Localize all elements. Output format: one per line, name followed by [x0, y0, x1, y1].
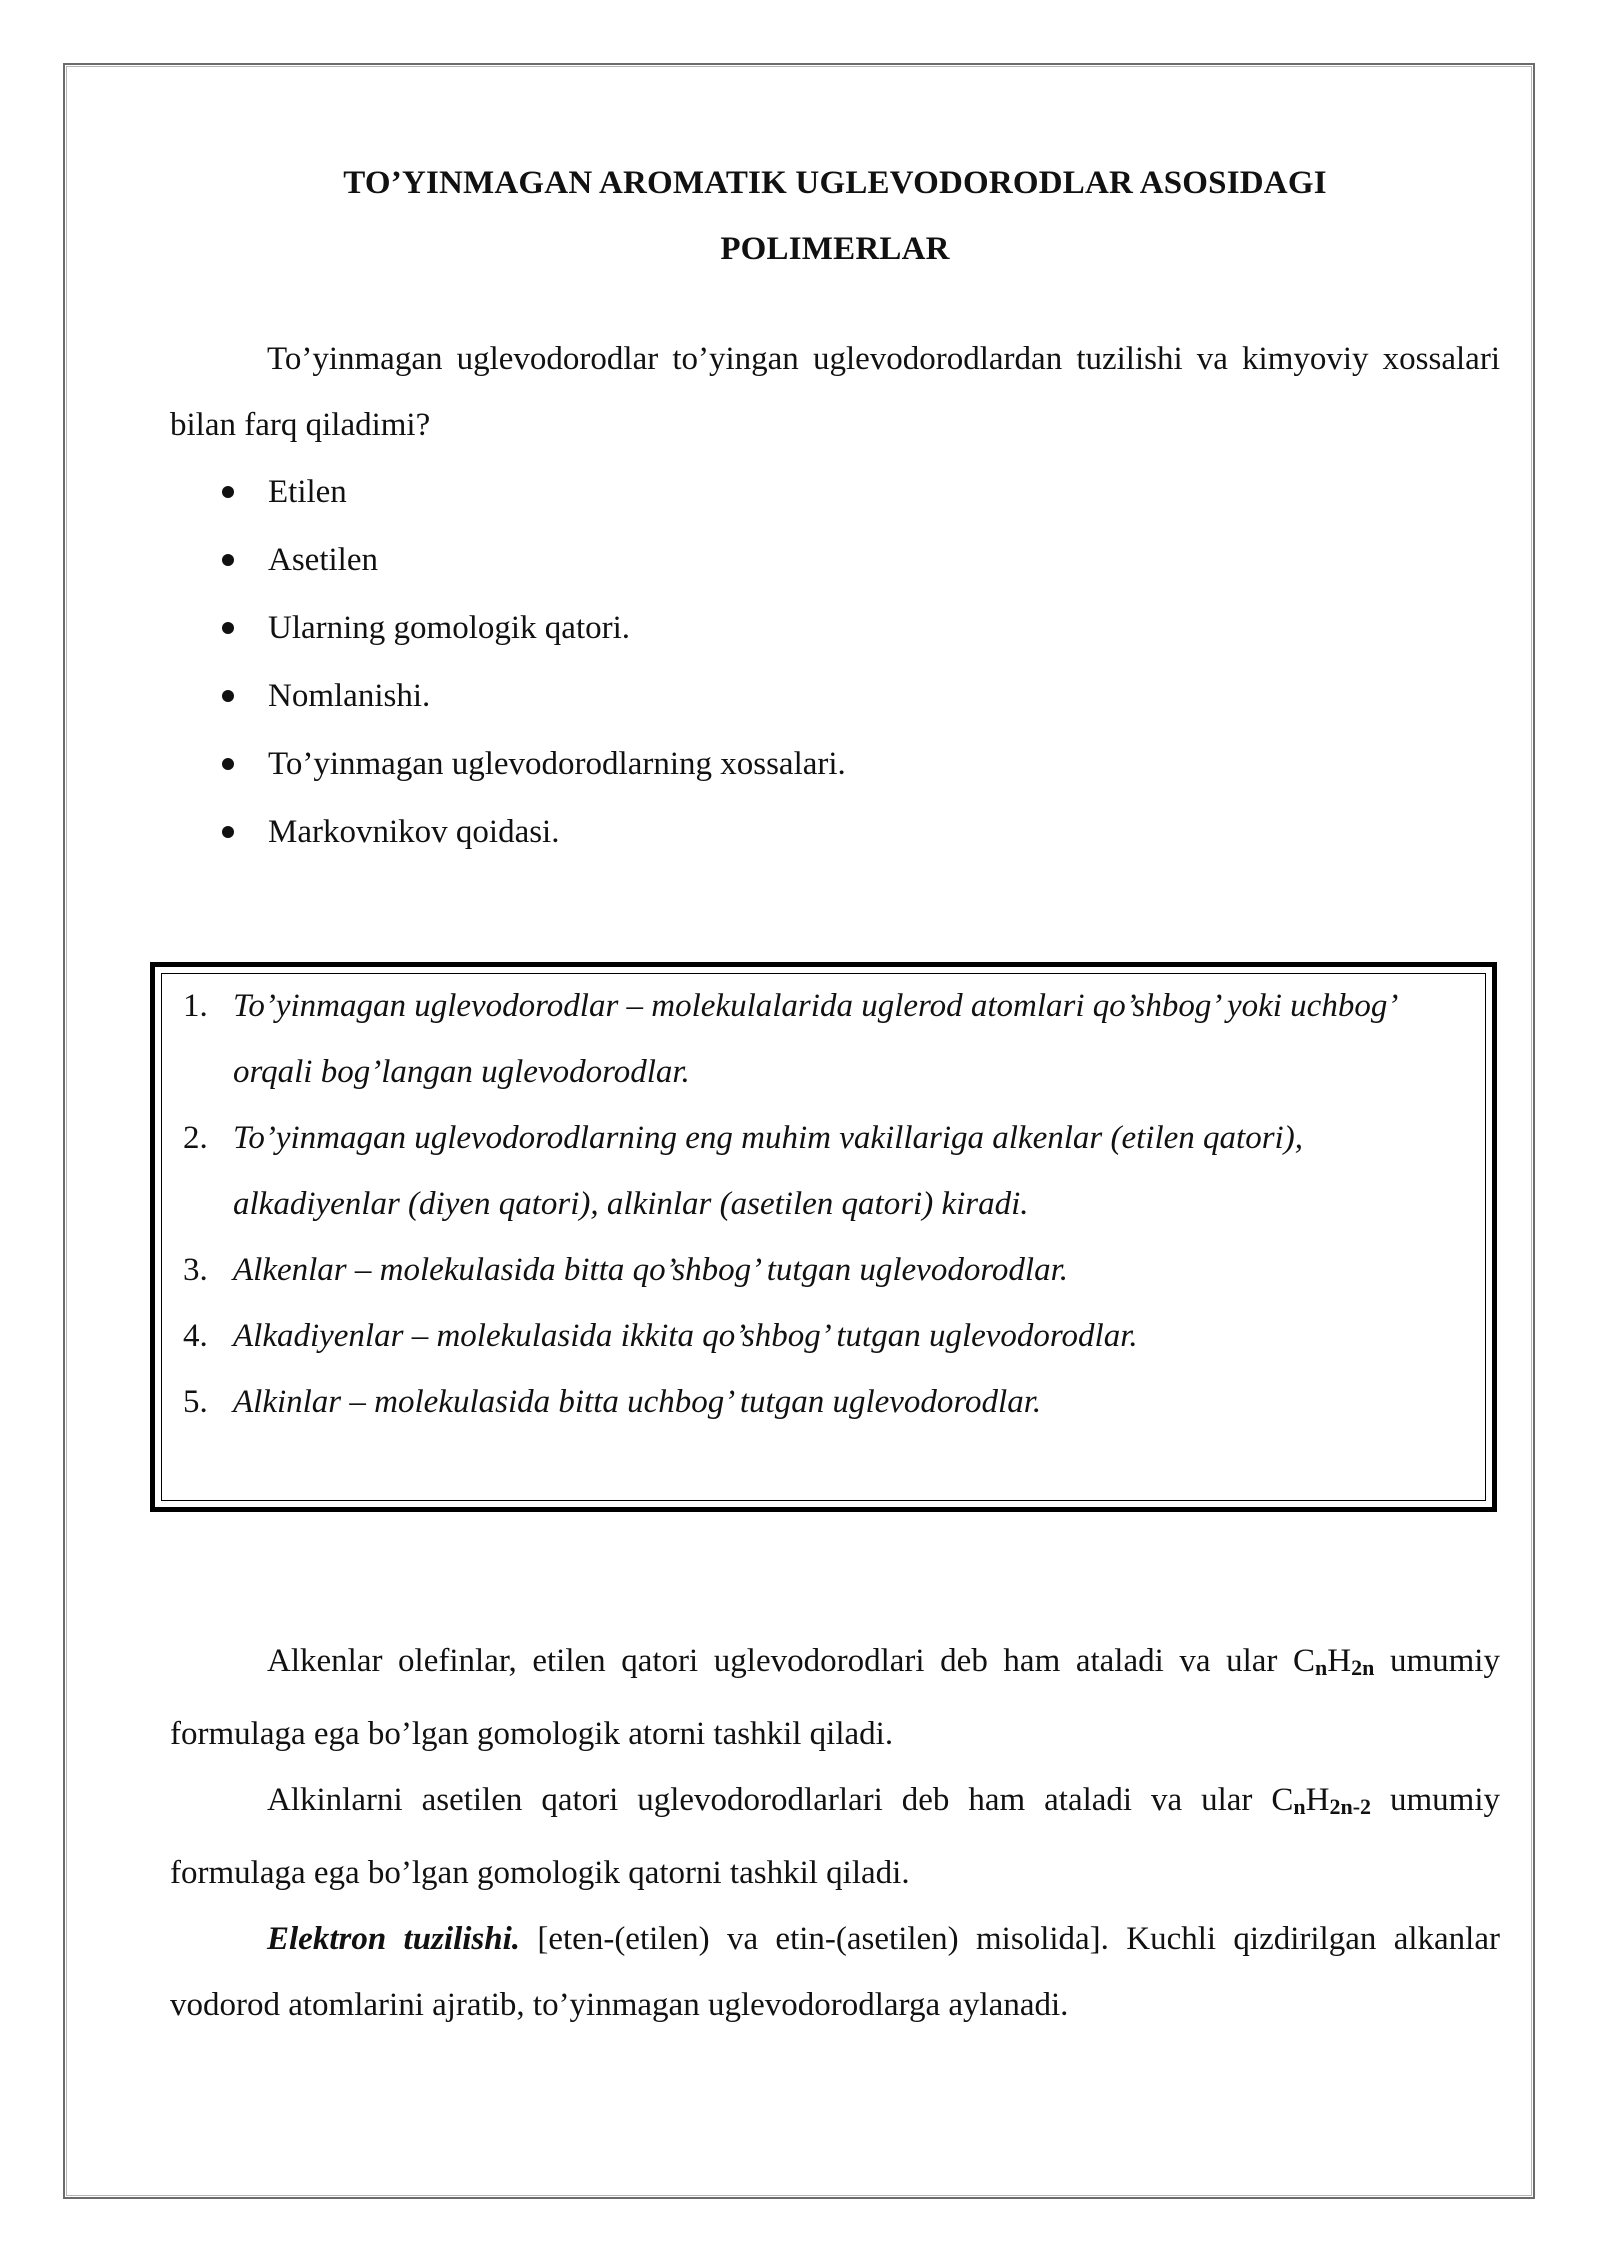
formula-subscript: 2n-2	[1329, 1794, 1372, 1819]
title-line-1: TO’YINMAGAN AROMATIK UGLEVODORODLAR ASOSIDAGI	[343, 165, 1327, 201]
bullet-icon	[222, 622, 234, 634]
title-line-2: POLIMERLAR	[720, 231, 950, 267]
page-content	[170, 150, 1500, 866]
bullet-icon	[222, 486, 234, 498]
list-item: To’yinmagan uglevodorodlarning xossalari.	[170, 730, 1500, 798]
bullet-icon	[222, 690, 234, 702]
definition-item: 2. To’yinmagan uglevodorodlarning eng muhim vakillariga alkenlar (etilen qatori), alkadiyenlar (diyen qatori), alkinlar (asetilen qatori) kiradi.	[183, 1120, 1303, 1222]
bullet-icon	[222, 758, 234, 770]
alkynes-paragraph: Alkinlarni asetilen qatori uglevodorodlarlari deb ham ataladi va ular $C_nH_{2n-2}$ umumiy formulaga ega bo’lgan gomologik qatorni tashkil qiladi.	[170, 1782, 1500, 1891]
alkenes-paragraph: Alkenlar olefinlar, etilen qatori uglevodorodlari deb ham ataladi va ular $C_nH_{2n}$ umumiy formulaga ega bo’lgan gomologik atorni tashkil qiladi.	[170, 1643, 1500, 1752]
formula-subscript: n	[1315, 1655, 1328, 1680]
page-title	[170, 150, 1500, 282]
definitions-box	[150, 962, 1497, 1512]
definition-item: 4. Alkadiyenlar – molekulasida ikkita qo’shbog’ tutgan uglevodorodlar.	[183, 1318, 1138, 1354]
list-item: Asetilen	[170, 526, 1500, 594]
definition-item: 5. Alkinlar – molekulasida bitta uchbog’ tutgan uglevodorodlar.	[183, 1384, 1042, 1420]
list-item: Ularning gomologik qatori.	[170, 594, 1500, 662]
definitions-list	[183, 973, 1468, 1435]
definition-item: 1. To’yinmagan uglevodorodlar – molekulalarida uglerod atomlari qo’shbog’ yoki uchbog’ orqali bog’langan uglevodorodlar.	[183, 988, 1395, 1090]
bullet-icon	[222, 554, 234, 566]
bullet-icon	[222, 826, 234, 838]
list-item: Etilen	[170, 458, 1500, 526]
formula-subscript: 2n	[1351, 1655, 1375, 1680]
formula-subscript: n	[1293, 1794, 1306, 1819]
body-text	[170, 1628, 1500, 2038]
section-heading-inline: Elektron tuzilishi.	[267, 1921, 521, 1957]
topic-list	[170, 458, 1500, 866]
list-item: Nomlanishi.	[170, 662, 1500, 730]
intro-paragraph: To’yinmagan uglevodorodlar to’yingan uglevodorodlardan tuzilishi va kimyoviy xossalari bilan farq qiladimi?	[170, 341, 1500, 443]
list-item: Markovnikov qoidasi.	[170, 798, 1500, 866]
electron-structure-paragraph: Elektron tuzilishi. [eten-(etilen) va etin-(asetilen) misolida]. Kuchli qizdirilgan alkanlar vodorod atomlarini ajratib, to’yinmagan uglevodorodlarga aylanadi.	[170, 1921, 1500, 2023]
definition-item: 3. Alkenlar – molekulasida bitta qo’shbog’ tutgan uglevodorodlar.	[183, 1252, 1069, 1288]
